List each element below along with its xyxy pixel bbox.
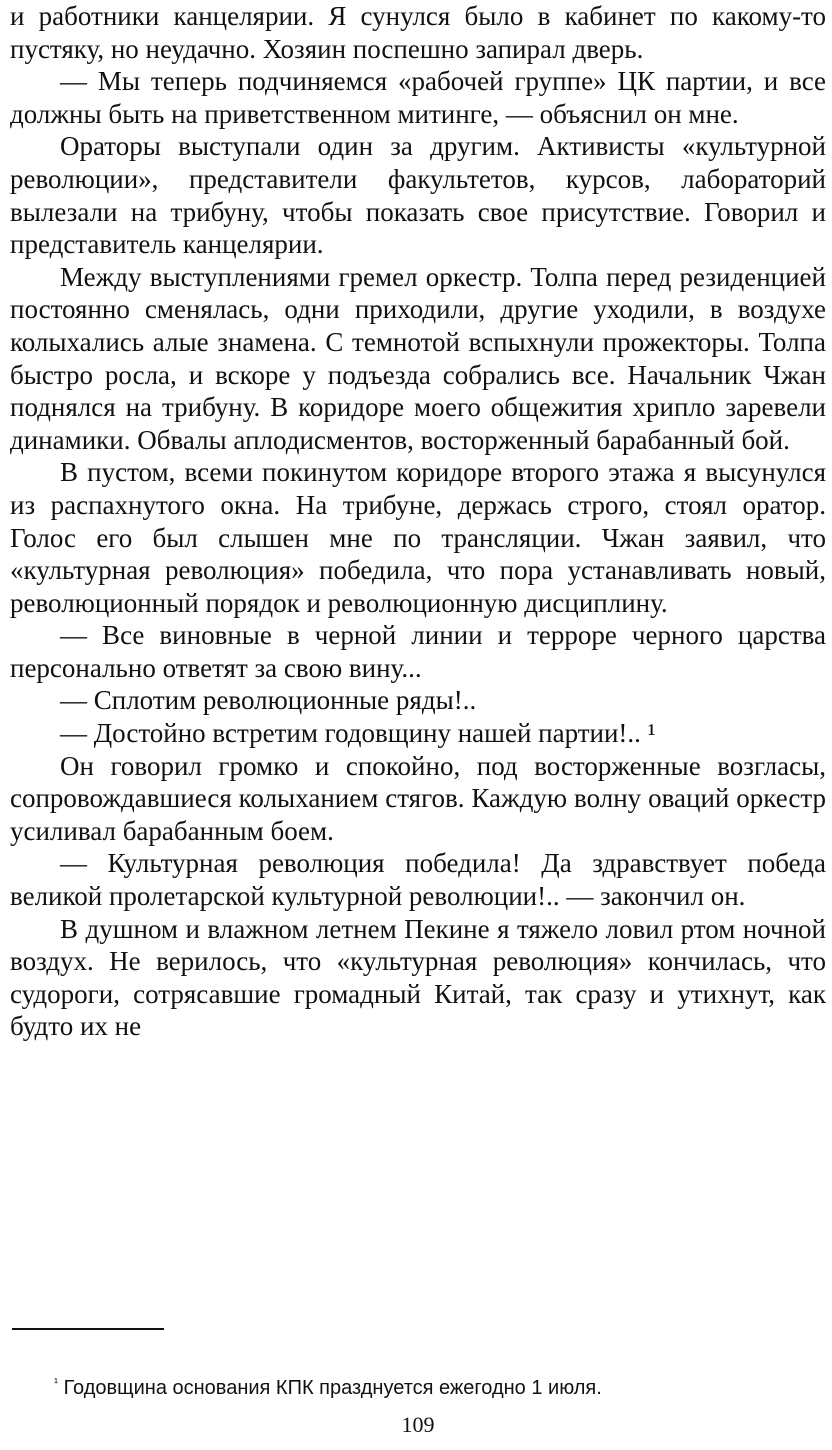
paragraph: — Мы теперь подчиняемся «рабочей группе» ЦК партии, и все должны быть на приветственном митинге, — объяснил он мне.: [10, 66, 826, 129]
paragraph: Ораторы выступали один за другим. Активисты «культурной революции», представители факультетов, курсов, лабораторий вылезали на трибуну, чтобы показать свое присутствие. Говорил и представитель канцелярии.: [10, 131, 826, 260]
footnote: [10, 1376, 826, 1400]
paragraph: и работники канцелярии. Я сунулся было в кабинет по какому-то пустяку, но неудачно. Хозяин поспешно запирал дверь.: [10, 1, 826, 64]
paragraph: — Культурная революция победила! Да здравствует победа великой пролетарской культурной революции!.. — закончил он.: [10, 848, 826, 912]
footnote-marker: ¹: [54, 1375, 58, 1390]
paragraph: Между выступлениями гремел оркестр. Толпа перед резиденцией постоянно сменялась, одни приходили, другие уходили, в воздухе колыхались алые знамена. С темнотой вспыхнули прожекторы. Толпа быстро росла, и вскоре у подъезда собрались все. Начальник Чжан поднялся на трибуну. В коридоре моего общежития хрипло заревели динамики. Обвалы аплодисментов, восторженный барабанный бой.: [10, 261, 826, 455]
footnote-divider: [12, 1328, 164, 1330]
paragraph: — Сплотим революционные ряды!..: [60, 685, 477, 716]
paragraph: — Все виновные в черной линии и терроре черного царства персонально ответят за свою вину...: [10, 620, 826, 683]
paragraph: В пустом, всеми покинутом коридоре второго этажа я высунулся из распахнутого окна. На трибуне, держась строго, стоял оратор. Голос его был слышен мне по трансляции. Чжан заявил, что «культурная революция» победила, что пора устанавливать новый, революционный порядок и революционную дисциплину.: [10, 457, 826, 618]
footnote-text: Годовщина основания КПК празднуется ежегодно 1 июля.: [63, 1377, 602, 1399]
book-page: [10, 0, 826, 1450]
paragraph: В душном и влажном летнем Пекине я тяжело ловил ртом ночной воздух. Не верилось, что «культурная революция» кончилась, что судороги, сотрясавшие громадный Китай, так сразу и утихнут, как будто их не: [10, 913, 826, 1042]
main-text: [10, 0, 826, 1043]
paragraph: — Достойно встретим годовщину нашей партии!.. ¹: [60, 718, 656, 749]
paragraph: Он говорил громко и спокойно, под восторженные возгласы, сопровождавшиеся колыханием стягов. Каждую волну оваций оркестр усиливал барабанным боем.: [10, 750, 826, 846]
page-number: 109: [401, 1412, 435, 1437]
